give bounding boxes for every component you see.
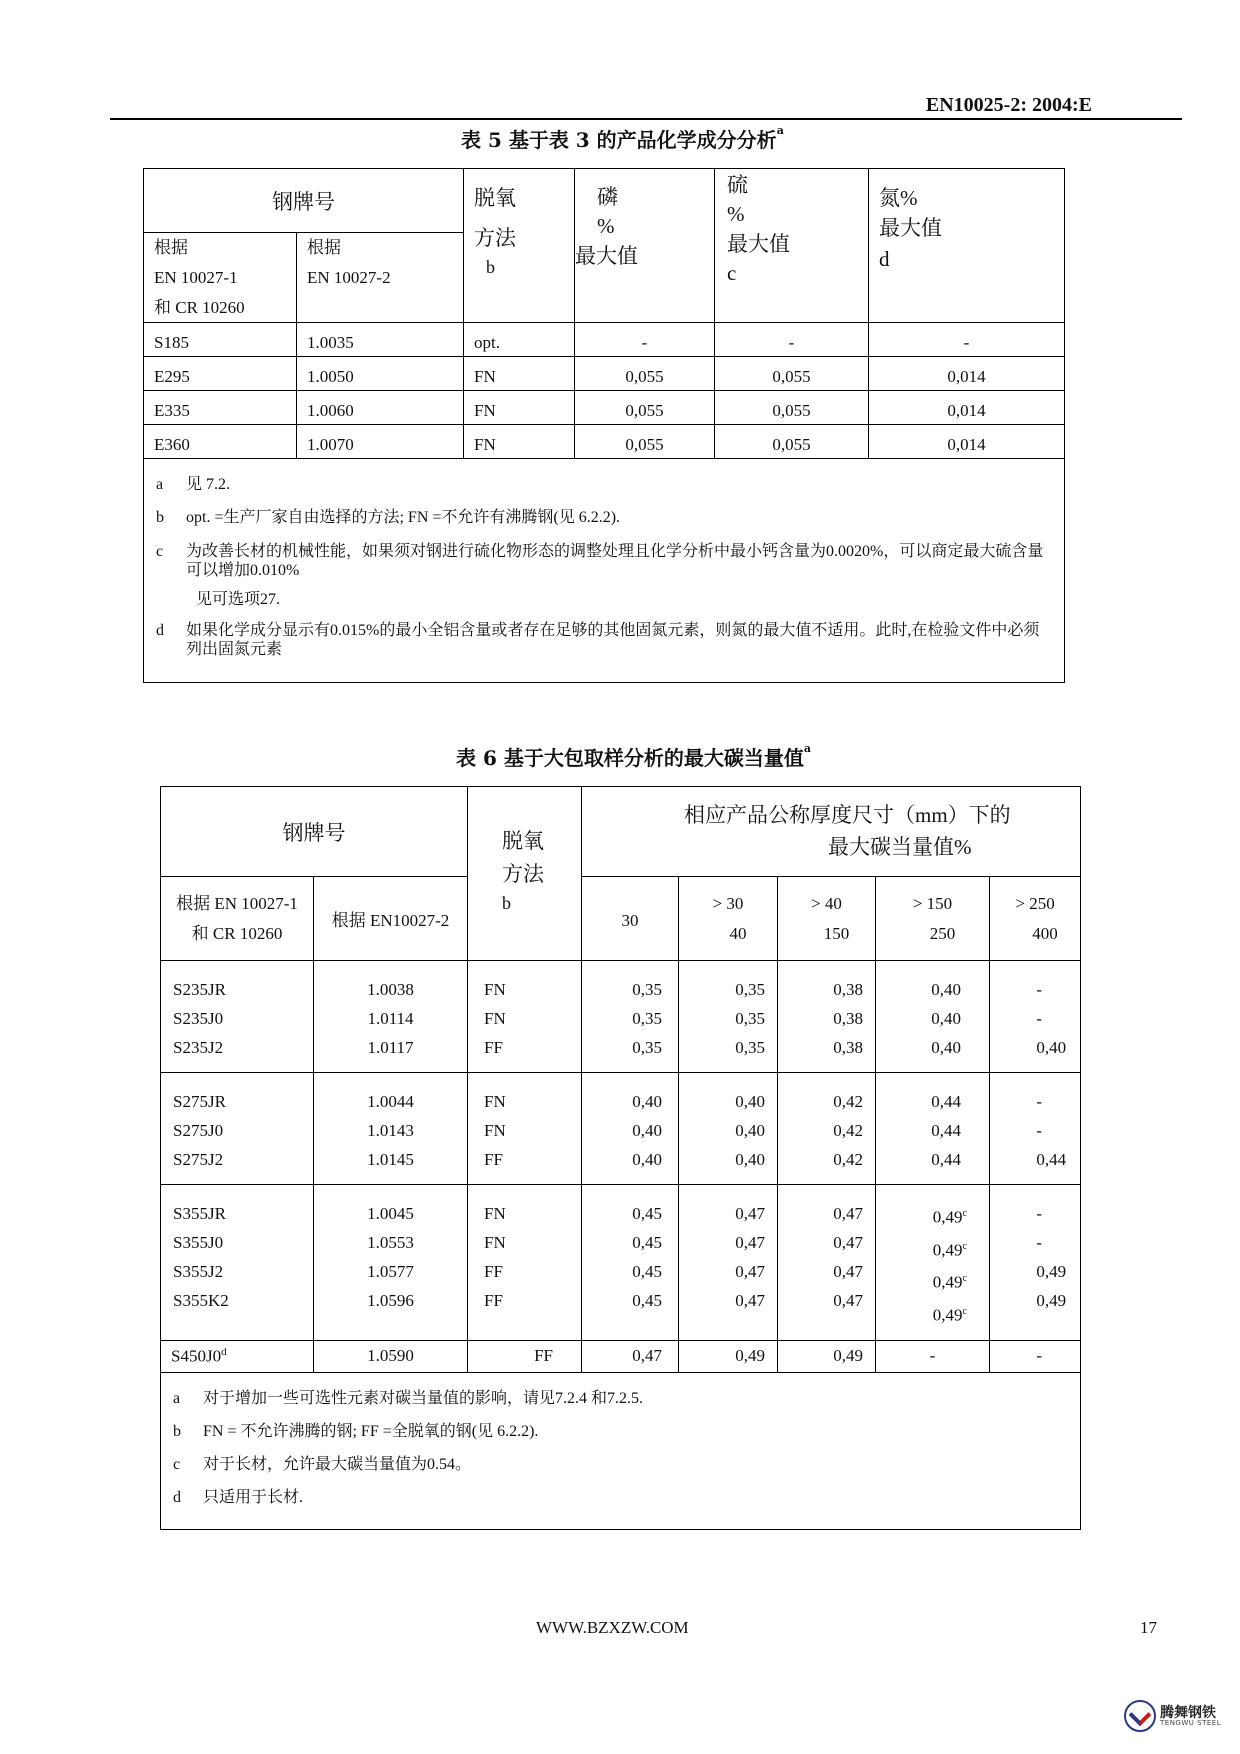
table5-notes — [144, 459, 1065, 682]
standard-number: EN10025-2: 2004:E — [925, 94, 1092, 116]
table5-cell: 0,014 — [869, 425, 1065, 459]
table5-cell: 1.0035 — [297, 323, 464, 357]
table6-cell — [468, 1073, 582, 1185]
table6-value: 1.0596 — [367, 1291, 414, 1310]
table6-value: 0,45 — [632, 1291, 662, 1310]
table6-value: FF — [484, 1150, 503, 1169]
table6-value: FN — [484, 1204, 506, 1223]
table6-cell: - — [876, 1340, 990, 1372]
logo-en-text: TENGWU STEEL — [1160, 1718, 1222, 1727]
table6-cell: - — [990, 1340, 1081, 1372]
table6-value: - — [1036, 1233, 1043, 1252]
table6-value: 1.0117 — [367, 1038, 414, 1057]
table5-cell: - — [575, 323, 715, 357]
table6-group — [161, 1185, 1081, 1341]
table6-value: 0,44 — [1036, 1150, 1067, 1169]
table6-value: - — [1036, 1092, 1043, 1111]
table-row — [144, 357, 1065, 391]
table6-value: 0,44 — [931, 1092, 961, 1111]
table6-value: 0,42 — [833, 1150, 863, 1169]
table6-value: 0,35 — [735, 1009, 765, 1028]
table6-value: 0,47 — [735, 1262, 765, 1281]
table5-cell: FN — [464, 425, 575, 459]
table5-footnote: d 如果化学成分显示有0.015%的最小全铝含量或者存在足够的其他固氮元素，则氮的最大值不适用。此时,在检验文件中必须列出固氮元素 — [156, 622, 1040, 659]
table6-value: - — [1036, 1121, 1043, 1140]
table5-cell: 0,055 — [715, 425, 869, 459]
table6-value: 0,47 — [735, 1233, 765, 1252]
table6-cell — [314, 961, 468, 1073]
table6-cell: 0,47 — [582, 1340, 679, 1372]
table6-value: FN — [484, 1092, 506, 1111]
table-row — [161, 1340, 1081, 1372]
table6-value: S355JR — [173, 1204, 226, 1223]
table6-value: 0,49$^c$ — [932, 1240, 967, 1260]
table6-grade-header: 钢牌号 — [161, 787, 468, 877]
table5-cell: FN — [464, 357, 575, 391]
table6-value: 0,40 — [632, 1092, 662, 1111]
table5-footnote: b opt. =生产厂家自由选择的方法; FN =不允许有沸腾钢(见 6.2.2). — [156, 509, 621, 527]
table6-cell — [161, 1073, 314, 1185]
table6-value: 1.0114 — [367, 1009, 414, 1028]
table5-deox-header: 脱氧 方法 b — [464, 169, 575, 323]
table6-value: 0,47 — [833, 1262, 863, 1281]
table6-cell — [778, 1185, 876, 1341]
table6-value: 0,47 — [833, 1204, 863, 1223]
table6-value: S275J2 — [173, 1150, 224, 1169]
table6-notes — [161, 1372, 1081, 1530]
table6-value: S355J0 — [173, 1233, 224, 1252]
table6-value: - — [1036, 980, 1043, 999]
table6-value: 1.0044 — [367, 1092, 414, 1111]
table5-cell: 0,014 — [869, 357, 1065, 391]
table5-cell: 0,055 — [715, 391, 869, 425]
table6-value: 1.0038 — [367, 980, 414, 999]
table6-value: 0,40 — [632, 1121, 662, 1140]
table5-cell: 0,055 — [575, 425, 715, 459]
table6-cell — [582, 1073, 679, 1185]
table6-value: 0,40 — [735, 1150, 765, 1169]
table6-value: FF — [484, 1262, 503, 1281]
thickness-150-250-header: > 150 250 — [876, 877, 990, 961]
table6-cell — [468, 1185, 582, 1341]
table-row — [144, 323, 1065, 357]
table6-footnote: d 只适用于长材. — [173, 1489, 304, 1507]
table-row — [144, 391, 1065, 425]
header-rule — [110, 118, 1182, 120]
table6-value: 0,40 — [1036, 1038, 1067, 1057]
table6-en10027-1-header: 根据 EN 10027-1 和 CR 10260 — [161, 877, 314, 961]
table6-value: 0,49$^c$ — [932, 1305, 967, 1325]
table5 — [143, 168, 1065, 683]
table6-value: 0,38 — [833, 1038, 863, 1057]
table6-footnote: a 对于增加一些可选性元素对碳当量值的影响，请见7.2.4 和7.2.5. — [173, 1389, 644, 1407]
table6-cell: 0,49 — [679, 1340, 778, 1372]
logo-icon — [1124, 1700, 1156, 1732]
table5-cell: opt. — [464, 323, 575, 357]
table6-cell — [778, 1073, 876, 1185]
table6-cell — [876, 1185, 990, 1341]
table6-value: 0,47 — [833, 1233, 863, 1252]
table6-value: 0,40 — [931, 1038, 961, 1057]
footer-url: WWW.BZXZW.COM — [536, 1618, 689, 1637]
table6-value: S235J2 — [173, 1038, 224, 1057]
table6-value: 0,35 — [632, 1009, 662, 1028]
table6-cell — [679, 1185, 778, 1341]
table6-cell: S450J0$^d$ — [161, 1340, 314, 1372]
table5-cell: 0,055 — [715, 357, 869, 391]
table6-value: 0,40 — [632, 1150, 662, 1169]
table5-s-header: 硫 % 最大值 c — [715, 169, 869, 323]
table5-en10027-1-header: 根据 EN 10027-1 和 CR 10260 — [144, 233, 297, 323]
table6-cell — [990, 1185, 1081, 1341]
table5-cell: E335 — [144, 391, 297, 425]
table6-group — [161, 1073, 1081, 1185]
table6-cell — [582, 1185, 679, 1341]
table6-value: FN — [484, 980, 506, 999]
thickness-250-400-header: > 250 400 — [990, 877, 1081, 961]
table6-value: S275J0 — [173, 1121, 224, 1140]
table5-footnote: c 为改善长材的机械性能，如果须对钢进行硫化物形态的调整处理且化学分析中最小钙含量为0.0020%，可以商定最大硫含量可以增加0.010% — [156, 542, 1044, 579]
table5-caption: 表 5 基于表 3 的产品化学成分分析$^a$ — [461, 124, 784, 152]
table6-value: 0,35 — [735, 980, 765, 999]
table6-cell — [778, 961, 876, 1073]
table6-cell — [582, 961, 679, 1073]
table6-value: 0,38 — [833, 980, 863, 999]
table6-cell — [161, 1185, 314, 1341]
table6-value: 0,40 — [735, 1092, 765, 1111]
table6-value: - — [1036, 1009, 1043, 1028]
table6 — [160, 786, 1081, 1530]
table6-footnote: b FN = 不允许沸腾的钢; FF =全脱氧的钢(见 6.2.2). — [173, 1422, 539, 1440]
table6-cell — [679, 961, 778, 1073]
page-number: 17 — [1140, 1618, 1157, 1637]
table6-value: S275JR — [173, 1092, 226, 1111]
table6-value: 0,49$^c$ — [932, 1272, 967, 1292]
table6-value: 0,47 — [735, 1204, 765, 1223]
table6-value: S235JR — [173, 980, 226, 999]
table5-cell: 0,055 — [575, 357, 715, 391]
table6-group — [161, 961, 1081, 1073]
table5-n-header: 氮% 最大值 d — [869, 169, 1065, 323]
table5-cell: FN — [464, 391, 575, 425]
thickness-40-150-header: > 40 150 — [778, 877, 876, 961]
table-row — [144, 425, 1065, 459]
table6-cell — [314, 1185, 468, 1341]
table6-value: FF — [484, 1291, 503, 1310]
table6-value: 0,47 — [735, 1291, 765, 1310]
table6-value: 0,44 — [931, 1150, 961, 1169]
table6-en10027-2-header: 根据 EN10027-2 — [314, 877, 468, 961]
table6-value: 0,42 — [833, 1092, 863, 1111]
table6-value: 0,35 — [735, 1038, 765, 1057]
table6-cell — [314, 1073, 468, 1185]
table5-cell: 0,014 — [869, 391, 1065, 425]
table6-cell — [876, 1073, 990, 1185]
table6-cell: 1.0590 — [314, 1340, 468, 1372]
table6-value: 0,44 — [931, 1121, 961, 1140]
table6-value: 0,49 — [1036, 1262, 1067, 1281]
table6-cell — [161, 961, 314, 1073]
table6-value: 0,47 — [833, 1291, 863, 1310]
thickness-30-40-header: > 30 40 — [679, 877, 778, 961]
table6-cell — [468, 961, 582, 1073]
table6-cell — [876, 961, 990, 1073]
table5-cell: S185 — [144, 323, 297, 357]
table5-p-header: 磷 % 最大值 — [575, 169, 715, 323]
thickness-30-header: 30 — [582, 877, 679, 961]
table6-value: FN — [484, 1009, 506, 1028]
table5-en10027-2-header: 根据 EN 10027-2 — [297, 233, 464, 323]
table6-value: 0,40 — [931, 1009, 961, 1028]
table6-value: S235J0 — [173, 1009, 224, 1028]
table5-cell: 1.0060 — [297, 391, 464, 425]
table6-value: 1.0553 — [367, 1233, 414, 1252]
table6-cell: FF — [468, 1340, 582, 1372]
table6-value: 0,40 — [735, 1121, 765, 1140]
table5-cell: - — [715, 323, 869, 357]
table6-value: 0,45 — [632, 1204, 662, 1223]
table6-value: 0,45 — [632, 1262, 662, 1281]
table5-footnote-continuation: 见可选项27. — [196, 591, 281, 608]
table5-grade-header: 钢牌号 — [144, 169, 464, 233]
table6-value: 0,35 — [632, 1038, 662, 1057]
table6-value: S355J2 — [173, 1262, 224, 1281]
table6-footnote: c 对于长材，允许最大碳当量值为0.54。 — [173, 1456, 472, 1473]
table6-value: 1.0143 — [367, 1121, 414, 1140]
table6-cell — [679, 1073, 778, 1185]
table6-value: S355K2 — [173, 1291, 229, 1310]
table6-deox-header: 脱氧 方法 b — [468, 787, 582, 961]
tengwu-logo — [1124, 1700, 1221, 1732]
table6-value: 0,38 — [833, 1009, 863, 1028]
table6-value: 1.0145 — [367, 1150, 414, 1169]
table5-cell: - — [869, 323, 1065, 357]
table6-value: 0,40 — [931, 980, 961, 999]
table6-value: FF — [484, 1038, 503, 1057]
logo-cn-text: 腾舞钢铁 — [1160, 1704, 1216, 1721]
table6-value: 0,49 — [1036, 1291, 1067, 1310]
table6-value: FN — [484, 1233, 506, 1252]
table6-value: 1.0045 — [367, 1204, 414, 1223]
table6-thickness-span-header: 相应产品公称厚度尺寸（mm）下的 最大碳当量值% — [582, 787, 1081, 877]
table5-footnote: a 见 7.2. — [156, 476, 231, 494]
table5-cell: E360 — [144, 425, 297, 459]
table5-cell: 1.0050 — [297, 357, 464, 391]
table5-cell: 1.0070 — [297, 425, 464, 459]
table6-value: 0,49$^c$ — [932, 1207, 967, 1227]
table6-cell — [990, 1073, 1081, 1185]
table5-cell: 0,055 — [575, 391, 715, 425]
table6-caption: 表 6 基于大包取样分析的最大碳当量值$^a$ — [456, 742, 811, 770]
table5-cell: E295 — [144, 357, 297, 391]
table6-value: FN — [484, 1121, 506, 1140]
table6-value: 0,35 — [632, 980, 662, 999]
table6-cell: 0,49 — [778, 1340, 876, 1372]
table6-value: 0,45 — [632, 1233, 662, 1252]
table6-cell — [990, 961, 1081, 1073]
table6-value: 0,42 — [833, 1121, 863, 1140]
table6-value: 1.0577 — [367, 1262, 414, 1281]
table6-value: - — [1036, 1204, 1043, 1223]
